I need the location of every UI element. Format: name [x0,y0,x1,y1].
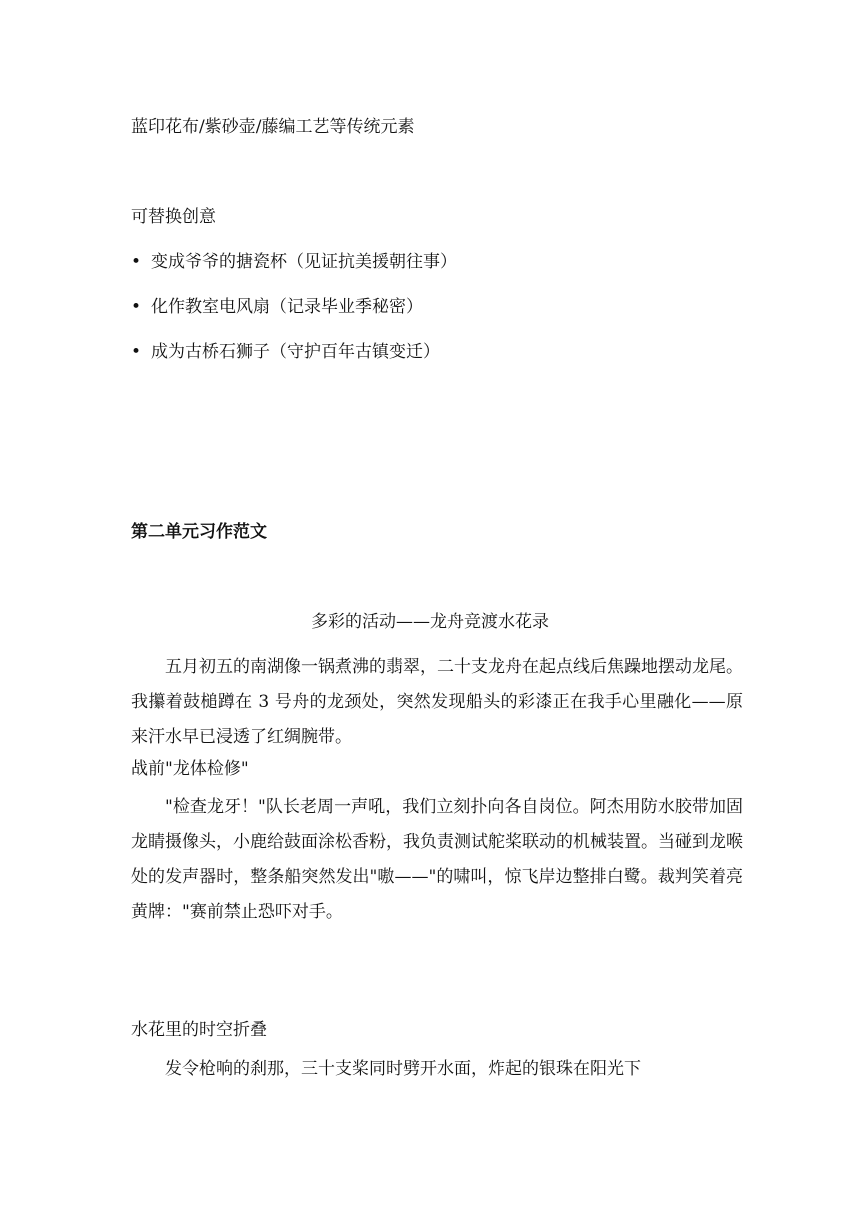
ideas-heading: 可替换创意 [131,207,216,227]
essay-paragraph-1: 五月初五的南湖像一锅煮沸的翡翠，二十支龙舟在起点线后焦躁地摆动龙尾。我攥着鼓槌蹲在 3 号舟的龙颈处，突然发现船头的彩漆正在我手心里融化——原来汗水早已浸透了红绸腕带。 [131,657,743,747]
list-item-text: 成为古桥石狮子（守护百年古镇变迁） [151,342,440,362]
essay-subheading-2: 水花里的时空折叠 [131,1020,267,1040]
list-item [131,250,457,274]
bullet-icon: • [131,252,142,272]
list-item-text: 化作教室电风扇（记录毕业季秘密） [151,297,423,317]
list-item [131,295,423,319]
traditional-elements-line: 蓝印花布/紫砂壶/藤编工艺等传统元素 [131,117,415,137]
bullet-icon: • [131,342,142,362]
list-item-text: 变成爷爷的搪瓷杯（见证抗美援朝往事） [151,252,457,272]
section-heading: 第二单元习作范文 [131,522,267,542]
essay-paragraph-3: 发令枪响的刹那，三十支桨同时劈开水面，炸起的银珠在阳光下 [165,1059,641,1079]
list-item [131,340,440,364]
essay-subheading-1: 战前"龙体检修" [131,759,249,779]
essay-paragraph-2: "检查龙牙！"队长老周一声吼，我们立刻扑向各自岗位。阿杰用防水胶带加固龙睛摄像头，小鹿给鼓面涂松香粉，我负责测试舵桨联动的机械装置。当碰到龙喉处的发声器时，整条船突然发出"嗷——"的啸叫，惊飞岸边整排白鹭。裁判笑着亮黄牌："赛前禁止恐吓对手。 [131,797,743,922]
essay-title: 多彩的活动——龙舟竞渡水花录 [311,612,549,632]
bullet-icon: • [131,297,142,317]
